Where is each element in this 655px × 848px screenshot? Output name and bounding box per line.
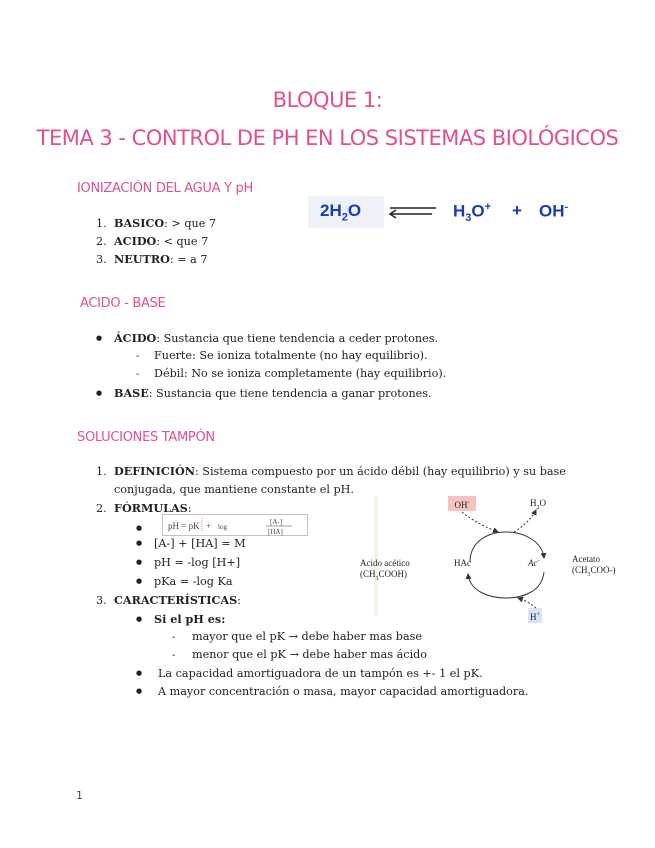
- title-line-2: TEMA 3 - CONTROL DE PH EN LOS SISTEMAS BIOLÓGICOS: [36, 126, 619, 150]
- list-item-formula-4: ●pKa = -log Ka: [136, 575, 233, 590]
- acetato-label: Acetato $(CH_3COO-)$: [572, 554, 616, 578]
- svg-text:pH = pK: pH = pK: [168, 521, 200, 531]
- oh-box: OH-: [448, 496, 476, 511]
- heading-soluciones-tampon: SOLUCIONES TAMPÓN: [77, 430, 215, 445]
- list-item-formula-3: ●pH = -log [H+]: [136, 556, 240, 571]
- list-item-definicion: 1. DEFINICIÓN: Sistema compuesto por un ácido débil (hay equilibrio) y su base: [96, 464, 566, 478]
- list-item-capacidad-1: ●La capacidad amortiguadora de un tampón es +- 1 el pK.: [136, 667, 483, 682]
- list-item-caracteristicas: 3. CARACTERÍSTICAS:: [96, 593, 241, 607]
- list-item-menor: - menor que el pK → debe haber mas ácido: [172, 648, 428, 661]
- acido-acetico-label: Acido acético $(CH_3COOH)$: [360, 558, 410, 582]
- hac-label: HAc: [454, 558, 471, 568]
- list-item-definicion-cont: conjugada, que mantiene constante el pH.: [114, 483, 354, 496]
- equation-hydroxide: OH-: [539, 201, 569, 221]
- list-item-si-ph: ●Si el pH es:: [136, 612, 225, 628]
- list-item-base: ●BASE: Sustancia que tiene tendencia a ganar protones.: [96, 386, 432, 402]
- svg-text:[A-]: [A-]: [270, 518, 283, 526]
- h2o-label: $H_2O$: [530, 498, 546, 511]
- equation-hydronium: $H_3O^+$: [453, 201, 492, 225]
- equilibrium-cycle-arrows-icon: [358, 492, 628, 627]
- buffer-equilibrium-diagram: [358, 492, 628, 627]
- list-item-formulas: 2. FÓRMULAS:: [96, 501, 192, 515]
- list-bullet: [136, 517, 142, 536]
- list-item-formula-2: ●[A-] + [HA] = M: [136, 537, 246, 552]
- list-item: 1. BASICO: > que 7: [96, 216, 217, 230]
- heading-acido-base: ACIDO - BASE: [80, 296, 166, 311]
- list-item: 3. NEUTRO: = a 7: [96, 252, 208, 266]
- list-item-capacidad-2: ●A mayor concentración o masa, mayor capacidad amortiguadora.: [136, 685, 528, 700]
- list-item-acido: ●ÁCIDO: Sustancia que tiene tendencia a ceder protones.: [96, 331, 438, 347]
- water-ionization-equation: [308, 196, 569, 230]
- svg-text:log: log: [218, 523, 227, 531]
- equilibrium-arrow-icon: [386, 202, 438, 220]
- title-line-1: BLOQUE 1:: [272, 88, 383, 112]
- svg-text:[HA]: [HA]: [268, 528, 283, 536]
- henderson-hasselbalch-formula: [162, 514, 308, 536]
- ac-label: Ac-: [528, 558, 540, 568]
- equation-left: $2H_2O$: [320, 201, 362, 224]
- h-plus-box: H+: [528, 608, 542, 623]
- list-item-debil: - Débil: No se ioniza completamente (hay equilibrio).: [136, 367, 447, 380]
- page-number: 1: [76, 789, 83, 802]
- equation-plus: +: [512, 201, 522, 220]
- list-item-fuerte: - Fuerte: Se ioniza totalmente (no hay equilibrio).: [136, 349, 428, 362]
- list-item: 2. ACIDO: < que 7: [96, 234, 209, 248]
- list-item-mayor: - mayor que el pK → debe haber mas base: [172, 630, 422, 643]
- svg-text:+: +: [206, 521, 212, 531]
- heading-ionizacion: IONIZACIÓN DEL AGUA Y pH: [77, 181, 253, 196]
